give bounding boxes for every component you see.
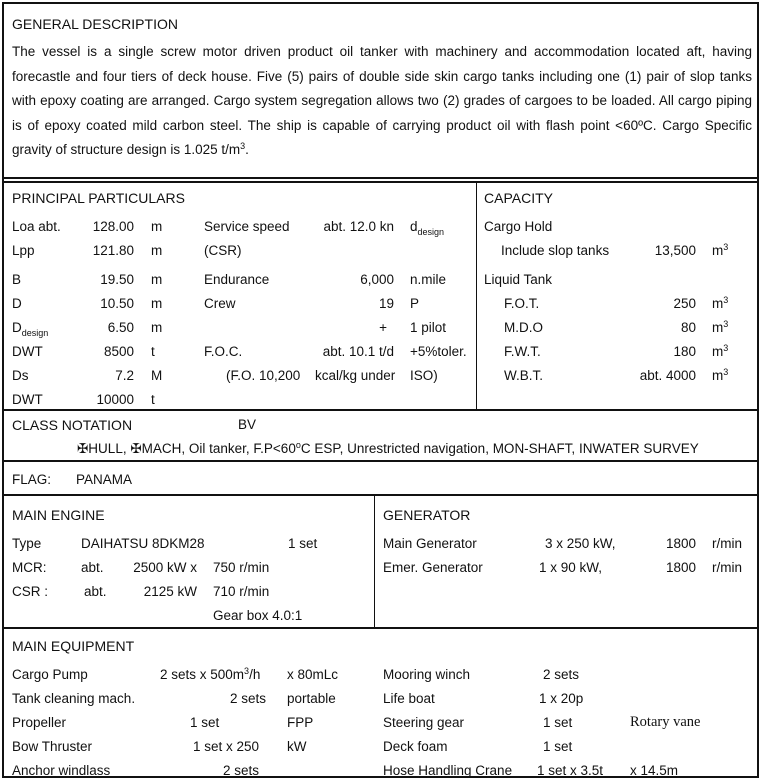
ds-label: Ds: [12, 368, 29, 383]
fot-label: F.O.T.: [504, 296, 540, 311]
mdo-unit: $m^3$: [712, 319, 729, 335]
tank-cleaning-note: portable: [287, 691, 336, 706]
deck-foam-value: 1 set: [543, 739, 573, 754]
crew-value: 19: [378, 296, 394, 311]
gearbox-ratio: Gear box 4.0:1: [213, 608, 303, 623]
loa-label: Loa abt.: [12, 219, 61, 234]
main-generator-unit: r/min: [712, 536, 742, 551]
crew-pilot: 1 pilot: [410, 320, 447, 335]
dwt-scantling-label: DWT: [12, 392, 43, 407]
mooring-winch-value: 2 sets: [543, 667, 580, 682]
foc-label: F.O.C.: [204, 344, 243, 359]
service-speed-label: Service speed: [204, 219, 290, 234]
breadth-label: B: [12, 272, 22, 287]
mcr-label: MCR:: [12, 560, 47, 575]
wbt-label: W.B.T.: [504, 368, 544, 383]
dwt-label: DWT: [12, 344, 43, 359]
mdo-value: 80: [680, 320, 696, 335]
slop-tanks-label: Include slop tanks: [501, 243, 610, 258]
class-notation: ✠HULL, ✠MACH, Oil tanker, $F.P<60^oC$ ESP, Unrestricted navigation, MON-SHAFT, INWATER SURVEY: [77, 440, 699, 456]
divider: [4, 181, 757, 183]
engine-title: MAIN ENGINE: [12, 507, 105, 523]
csr-abt: abt.: [84, 584, 107, 599]
equipment-title: MAIN EQUIPMENT: [12, 638, 135, 654]
foc-tolerance: +5%toler.: [410, 344, 467, 359]
anchor-windlass-value: 2 sets: [223, 763, 260, 778]
engine-type-qty: 1 set: [288, 536, 318, 551]
divider: [4, 627, 757, 629]
flag-value: PANAMA: [76, 472, 133, 487]
endurance-label: Endurance: [204, 272, 270, 287]
lpp-label: Lpp: [12, 243, 35, 258]
fwt-value: 180: [673, 344, 696, 359]
breadth-unit: m: [151, 272, 163, 287]
mdo-label: M.D.O: [504, 320, 543, 335]
liquid-tank-label: Liquid Tank: [484, 272, 553, 287]
cargo-pump-label: Cargo Pump: [12, 667, 88, 682]
dwt-scantling-unit: t: [151, 392, 155, 407]
main-generator-value: 3 x 250 kW,: [545, 536, 616, 551]
csr-rpm: 710 r/min: [213, 584, 270, 599]
anchor-windlass-label: Anchor windlass: [12, 763, 111, 778]
fwt-label: F.W.T.: [504, 344, 541, 359]
engine-type-value: DAIHATSU 8DKM28: [81, 536, 205, 551]
mcr-abt: abt.: [81, 560, 104, 575]
lifeboat-value: 1 x 20p: [539, 691, 584, 706]
divider: [4, 409, 757, 411]
wbt-value: abt. 4000: [639, 368, 696, 383]
spec-sheet: [2, 2, 759, 778]
draft-design-label: $D_{design}$: [12, 320, 49, 338]
foc-value: abt. 10.1 t/d: [322, 344, 394, 359]
steering-gear-value: 1 set: [543, 715, 573, 730]
crew-label: Crew: [204, 296, 236, 311]
depth-value: 10.50: [100, 296, 134, 311]
cargo-pump-head: x 80mLc: [287, 667, 339, 682]
ds-unit: M: [151, 368, 163, 383]
service-speed-value: abt. 12.0 kn: [323, 219, 394, 234]
emergency-generator-label: Emer. Generator: [383, 560, 483, 575]
endurance-unit: n.mile: [410, 272, 447, 287]
draft-design-unit: m: [151, 320, 163, 335]
divider: [4, 460, 757, 462]
draft-design-value: 6.50: [107, 320, 134, 335]
main-generator-rpm: 1800: [665, 536, 696, 551]
fot-value: 250: [673, 296, 696, 311]
crew-unit: P: [410, 296, 420, 311]
mooring-winch-label: Mooring winch: [383, 667, 471, 682]
endurance-value: 6,000: [360, 272, 394, 287]
dwt-unit: t: [151, 344, 155, 359]
csr-note: (CSR): [204, 243, 242, 258]
class-title: CLASS NOTATION: [12, 417, 133, 433]
foc-note-iso: ISO): [410, 368, 438, 383]
mcr-power: 2500 kW x: [133, 560, 197, 575]
divider: [4, 494, 757, 496]
flag-label: FLAG:: [12, 472, 52, 487]
propeller-label: Propeller: [12, 715, 67, 730]
bow-thruster-label: Bow Thruster: [12, 739, 93, 754]
mcr-rpm: 750 r/min: [213, 560, 270, 575]
csr-power: 2125 kW: [143, 584, 197, 599]
column-divider: [374, 495, 375, 628]
engine-type-label: Type: [12, 536, 42, 551]
slop-tanks-value: 13,500: [654, 243, 696, 258]
bow-thruster-unit: kW: [287, 739, 307, 754]
service-speed-condition: $d_{design}$: [410, 219, 445, 237]
dwt-scantling-value: 10000: [96, 392, 134, 407]
class-society: BV: [238, 417, 257, 432]
hose-crane-reach: x 14.5m: [630, 763, 679, 778]
deck-foam-label: Deck foam: [383, 739, 448, 754]
principal-title: PRINCIPAL PARTICULARS: [12, 190, 185, 206]
propeller-type: FPP: [287, 715, 314, 730]
propeller-value: 1 set: [190, 715, 220, 730]
cargo-pump-value: 2 sets x $500m^3/h$: [160, 666, 261, 682]
emergency-generator-value: 1 x 90 kW,: [539, 560, 603, 575]
hose-crane-value: 1 set x 3.5t: [537, 763, 604, 778]
dwt-value: 8500: [103, 344, 134, 359]
capacity-title: CAPACITY: [484, 190, 553, 206]
column-divider: [476, 182, 477, 410]
fot-unit: $m^3$: [712, 295, 729, 311]
lpp-value: 121.80: [92, 243, 134, 258]
general-description: The vessel is a single screw motor driven product oil tanker with machinery and accommodation located aft, having forecastle and four tiers of deck house. Five (5) pairs of double side skin cargo tanks including one (1) pair of slop tanks with epoxy coating are arranged. Cargo system segregation allows two (2) grades of cargoes to be loaded. All cargo piping is of epoxy coated mild carbon steel. The ship is capable of carrying product oil with flash point <60ºC. Cargo Specific gravity of structure design is 1.025 $t/m^3$.: [12, 44, 752, 158]
emergency-generator-unit: r/min: [712, 560, 742, 575]
breadth-value: 19.50: [100, 272, 134, 287]
loa-unit: m: [151, 219, 163, 234]
bow-thruster-value: 1 set x 250: [193, 739, 260, 754]
tank-cleaning-value: 2 sets: [230, 691, 267, 706]
cargo-hold-label: Cargo Hold: [484, 219, 553, 234]
wbt-unit: $m^3$: [712, 367, 729, 383]
depth-unit: m: [151, 296, 163, 311]
crew-plus: +: [379, 320, 387, 335]
steering-gear-type: Rotary vane: [630, 714, 701, 730]
lifeboat-label: Life boat: [383, 691, 435, 706]
hose-crane-label: Hose Handling Crane: [383, 763, 513, 778]
loa-value: 128.00: [92, 219, 134, 234]
emergency-generator-rpm: 1800: [665, 560, 696, 575]
fwt-unit: $m^3$: [712, 343, 729, 359]
steering-gear-label: Steering gear: [383, 715, 465, 730]
divider: [4, 177, 757, 179]
main-generator-label: Main Generator: [383, 536, 477, 551]
lpp-unit: m: [151, 243, 163, 258]
generator-title: GENERATOR: [383, 507, 471, 523]
foc-note-kcal: kcal/kg under: [315, 368, 396, 383]
tank-cleaning-label: Tank cleaning mach.: [12, 691, 136, 706]
foc-note-fuel: (F.O. 10,200: [226, 368, 301, 383]
general-title: GENERAL DESCRIPTION: [12, 16, 178, 32]
depth-label: D: [12, 296, 22, 311]
slop-tanks-unit: $m^3$: [712, 242, 729, 258]
ds-value: 7.2: [115, 368, 134, 383]
csr-label: CSR :: [12, 584, 49, 599]
